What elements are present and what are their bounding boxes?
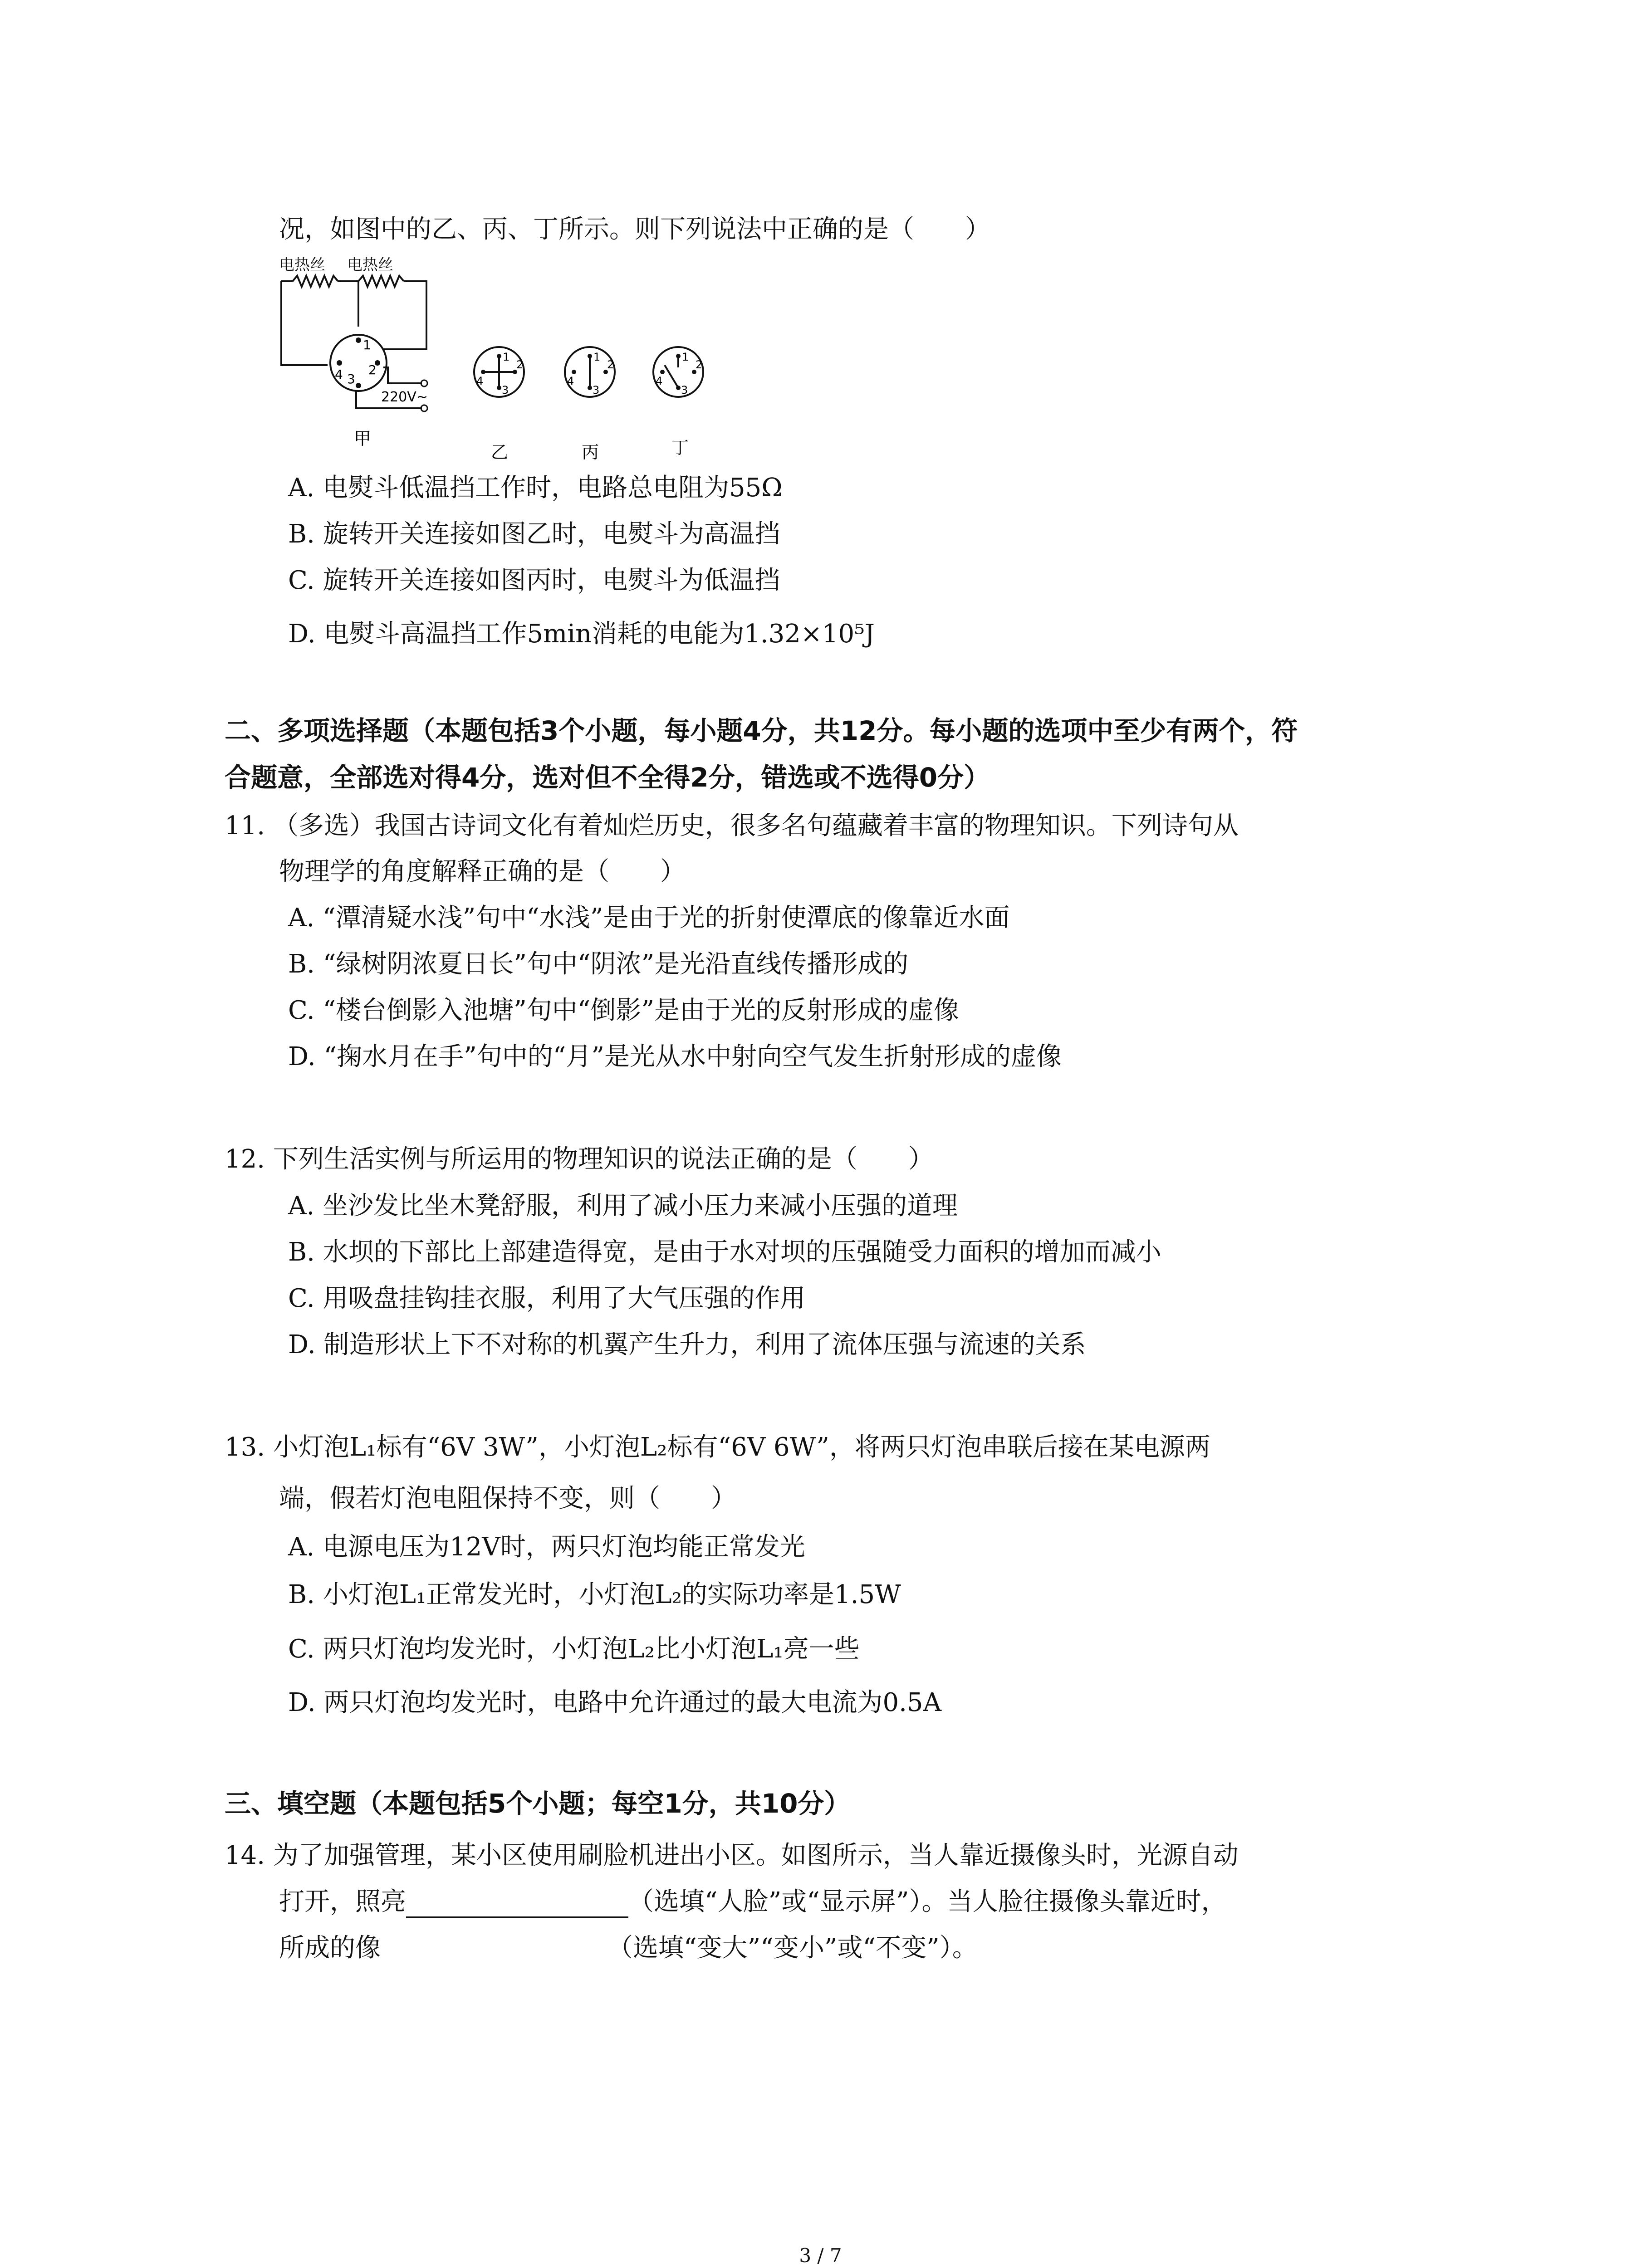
svg-text:4: 4 [476,375,484,387]
label-bing: 丙 [582,442,599,462]
svg-text:3: 3 [593,384,600,396]
svg-text:3: 3 [502,384,509,396]
label-jia: 甲 [354,429,372,449]
q12-option-c: C. 用吸盘挂钩挂衣服，利用了大气压强的作用 [288,1284,806,1313]
svg-text:1: 1 [593,351,601,363]
q11-option-a: A. “潭清疑水浅”句中“水浅”是由于光的折射使潭底的像靠近水面 [288,903,1010,933]
page-number: 3 / 7 [799,2244,842,2267]
switch-yi [474,347,524,397]
svg-text:4: 4 [567,375,574,387]
svg-text:1: 1 [682,351,689,363]
q10-option-a: A. 电熨斗低温挡工作时，电路总电阻为55Ω [288,473,783,503]
section3-heading: 三、填空题（本题包括5个小题；每空1分，共10分） [225,1788,851,1819]
heating-wire-2-label: 电热丝 [347,256,393,274]
svg-text:2: 2 [696,358,703,371]
pin-3: 3 [347,371,355,386]
heating-wire-1 [293,276,338,287]
section2-heading-line1: 二、多项选择题（本题包括3个小题，每小题4分，共12分。每小题的选项中至少有两个，符 [225,715,1298,746]
section2-heading-line2: 合题意，全部选对得4分，选对但不全得2分，错选或不选得0分） [225,762,990,793]
q14-line2 [279,1886,1227,1918]
voltage-label: 220V~ [381,389,428,405]
q14-line3-post: （选填“变大”“变小”或“不变”）。 [607,1933,978,1963]
q11-option-d: D. “掬水月在手”句中的“月”是光从水中射向空气发生折射形成的虚像 [288,1042,1062,1071]
q14-blank-1[interactable] [406,1890,628,1918]
q10-stem-tail: 况，如图中的乙、丙、丁所示。则下列说法中正确的是（ ） [279,215,990,244]
q13-option-b: B. 小灯泡L₁正常发光时，小灯泡L₂的实际功率是1.5W [288,1580,901,1609]
q13-line2: 端，假若灯泡电阻保持不变，则（ ） [279,1484,736,1513]
svg-text:1: 1 [503,351,510,363]
q13-option-a: A. 电源电压为12V时，两只灯泡均能正常发光 [288,1532,805,1562]
switch-bing [565,347,615,397]
heating-wire-2 [358,276,404,287]
svg-text:2: 2 [516,358,524,371]
q12-option-a: A. 坐沙发比坐木凳舒服，利用了减小压力来减小压强的道理 [288,1191,958,1221]
label-yi: 乙 [491,442,509,462]
q11-line2: 物理学的角度解释正确的是（ ） [279,857,686,886]
svg-text:3: 3 [681,384,688,396]
q13-option-d: D. 两只灯泡均发光时，电路中允许通过的最大电流为0.5A [288,1688,942,1717]
q12-option-b: B. 水坝的下部比上部建造得宽，是由于水对坝的压强随受力面积的增加而减小 [288,1237,1161,1267]
q14-line1: 14. 为了加强管理，某小区使用刷脸机进出小区。如图所示，当人靠近摄像头时，光源自动 [225,1841,1239,1870]
q11-option-b: B. “绿树阴浓夏日长”句中“阴浓”是光沿直线传播形成的 [288,949,909,979]
heating-wire-1-label: 电热丝 [279,256,325,274]
q10-option-c: C. 旋转开关连接如图丙时，电熨斗为低温挡 [288,566,780,595]
q11-option-c: C. “楼台倒影入池塘”句中“倒影”是由于光的反射形成的虚像 [288,996,959,1025]
q13-option-c: C. 两只灯泡均发光时，小灯泡L₂比小灯泡L₁亮一些 [288,1634,860,1664]
q12-option-d: D. 制造形状上下不对称的机翼产生升力，利用了流体压强与流速的关系 [288,1330,1086,1359]
q14-line3 [279,1932,978,1965]
q14-line2-pre: 打开，照亮 [279,1887,406,1916]
pin-2: 2 [368,362,377,377]
q10-option-b: B. 旋转开关连接如图乙时，电熨斗为高温挡 [288,519,780,549]
q14-line2-post: （选填“人脸”或“显示屏”）。当人脸往摄像头靠近时， [628,1887,1227,1916]
pin-1: 1 [363,337,371,352]
q13-line1: 13. 小灯泡L₁标有“6V 3W”，小灯泡L₂标有“6V 6W”，将两只灯泡串联后接在某电源两 [225,1432,1210,1462]
q11-line1: 11. （多选）我国古诗词文化有着灿烂历史，很多名句蕴藏着丰富的物理知识。下列诗句从 [225,811,1239,841]
svg-text:2: 2 [607,358,614,371]
q12-line1: 12. 下列生活实例与所运用的物理知识的说法正确的是（ ） [225,1144,934,1174]
q14-line3-pre: 所成的像 [279,1933,381,1963]
label-ding: 丁 [671,438,689,458]
pin-4: 4 [335,367,343,382]
svg-text:4: 4 [656,375,663,387]
switch-ding [653,347,703,397]
circuit-figure [272,254,762,467]
q10-option-d: D. 电熨斗高温挡工作5min消耗的电能为1.32×10⁵J [288,619,875,649]
